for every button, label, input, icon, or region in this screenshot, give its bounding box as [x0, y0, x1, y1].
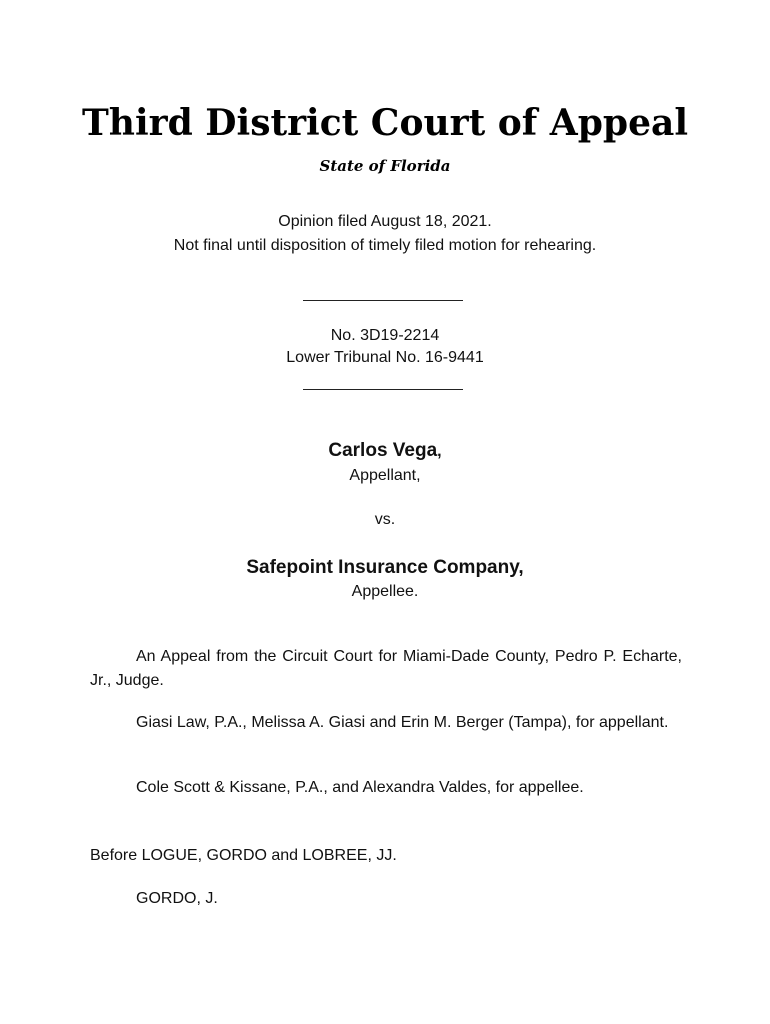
court-title: Third District Court of Appeal — [81, 102, 688, 144]
divider-bottom — [303, 389, 463, 390]
opinion-author: GORDO, J. — [136, 890, 218, 907]
appeal-from-paragraph: An Appeal from the Circuit Court for Miami-Dade County, Pedro P. Echarte, Jr., Judge. — [90, 648, 682, 689]
appellant-block — [0, 440, 770, 462]
appellant-comma: , — [437, 443, 442, 460]
opinion-filed-date: Opinion filed August 18, 2021. — [278, 213, 492, 230]
appellee-role: Appellee. — [351, 583, 419, 600]
appellant-name: Carlos Vega — [328, 440, 438, 461]
lower-tribunal-number: Lower Tribunal No. 16-9441 — [286, 349, 484, 366]
appellant-counsel-paragraph: Giasi Law, P.A., Melissa A. Giasi and Erin M. Berger (Tampa), for appellant. — [136, 714, 669, 731]
appellee-counsel-paragraph: Cole Scott & Kissane, P.A., and Alexandra Valdes, for appellee. — [136, 779, 584, 796]
case-number: No. 3D19-2214 — [330, 327, 440, 344]
appellee-name: Safepoint Insurance Company — [246, 557, 519, 578]
panel-line: Before LOGUE, GORDO and LOBREE, JJ. — [90, 847, 397, 864]
court-subtitle: State of Florida — [319, 157, 451, 175]
divider-top — [303, 300, 463, 301]
not-final-notice: Not final until disposition of timely filed motion for rehearing. — [173, 237, 597, 254]
versus: vs. — [374, 511, 396, 528]
appellee-block — [0, 557, 770, 579]
appellant-role: Appellant, — [349, 467, 421, 484]
appellee-comma: , — [518, 557, 524, 578]
